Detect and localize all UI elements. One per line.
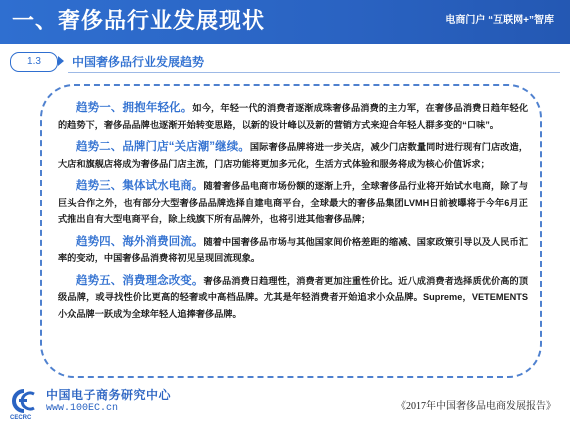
section-divider [68,72,560,73]
trend-heading: 趋势一、拥抱年轻化。 [76,102,193,114]
cecrc-logo-icon [10,388,42,414]
trend-body: 随着中国奢侈品市场与其他国家间价格差距的缩减、国家政策引导以及人民币汇率的变动，中国奢侈品消费将初见呈现回流现象。 [58,236,529,263]
trend-heading: 趋势三、集体试水电商。 [76,180,204,192]
section-title: 中国奢侈品行业发展趋势 [72,55,205,69]
trend-item [58,100,528,133]
trend-item [58,178,528,228]
trend-body: 奢侈品消费日趋理性，消费者更加注重性价比。近八成消费者选择质优价高的顶级品牌，或寻找性价比更高的轻奢或中高档品牌。尤其是年轻消费者开始追求小众品牌。Supreme，VETEMENTS小众品牌一跃成为全球年轻人追捧奢侈品牌。 [58,275,529,319]
page-title: 一、奢侈品行业发展现状 [12,8,266,33]
logo-url: www.100EC.cn [46,403,119,414]
section-number-badge: 1.3 [10,52,58,72]
trend-heading: 趋势四、海外消费回流。 [76,235,204,248]
trend-item [58,139,528,172]
trend-heading: 趋势五、消费理念改变。 [76,274,204,287]
trend-body: 随着奢侈品电商市场份额的逐渐上升，全球奢侈品行业将开始试水电商，除了与巨头合作之外，也有部分大型奢侈品品牌选择自建电商平台，全球最大的奢侈品集团LVMH日前被曝将于今年6月正式推出自有大型电商平台，除上线旗下所有品牌外，也将引进其他奢侈品牌； [58,181,529,224]
logo-name: 中国电子商务研究中心 [46,388,172,402]
trend-body: 如今，年轻一代的消费者逐渐成珠奢侈品消费的主力军，在奢侈品消费日趋年轻化的趋势下，奢侈品品牌也逐渐开始转变思路，以新的设计峰以及新的营销方式来迎合年轻人群多变的“口味”。 [58,103,529,130]
trend-body: 国际奢侈品牌将进一步关店，减少门店数量同时进行现有门店改造，大店和旗舰店将成为奢侈品门店主流，门店功能将更加多元化，生活方式体验和服务将成为核心价值诉求； [58,142,529,169]
report-title: 《2017年中国奢侈品电商发展报告》 [396,401,556,412]
arrow-right-icon [58,56,64,66]
trend-item [58,234,528,267]
logo-abbr: CECRC [10,415,32,421]
page-header [0,0,570,44]
trend-list [58,100,528,328]
trend-item [58,273,528,323]
section-bar [0,52,570,72]
page-footer [0,386,570,427]
portal-tagline: 电商门户 “互联网+”智库 [445,15,554,26]
trend-heading: 趋势二、品牌门店“关店潮”继续。 [76,141,250,153]
